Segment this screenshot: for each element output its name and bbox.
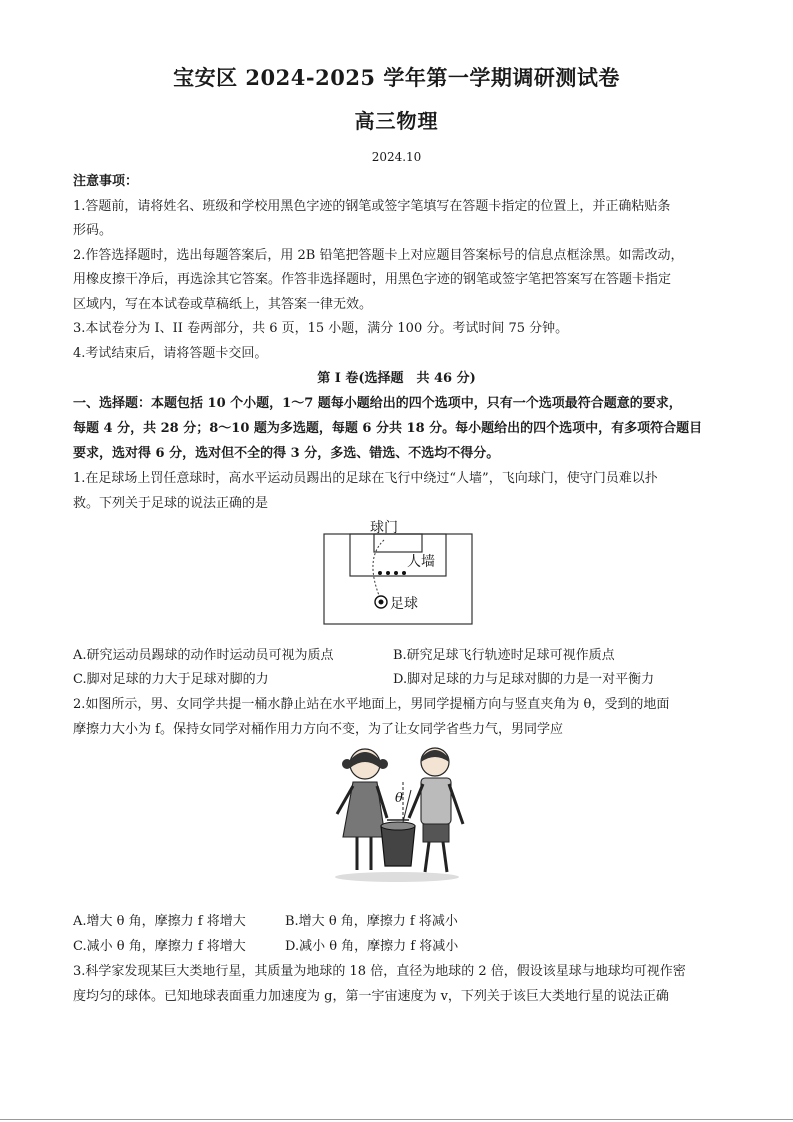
exam-subject: 高三物理 bbox=[354, 109, 439, 133]
page-bottom-rule bbox=[0, 1119, 793, 1120]
question-1-stem: 救。下列关于足球的说法正确的是 bbox=[73, 496, 269, 511]
notice-line: 形码。 bbox=[73, 223, 113, 238]
question-1-option-d: D.脚对足球的力与足球对脚的力是一对平衡力 bbox=[393, 672, 655, 687]
question-2-figure bbox=[325, 742, 470, 884]
section-instruction: 一、选择题：本题包括 10 个小题，1～7 题每小题给出的四个选项中，只有一个选项最符合题意的要求， bbox=[73, 396, 682, 411]
boy-illustration bbox=[409, 748, 463, 872]
notice-line: 4.考试结束后，请将答题卡交回。 bbox=[73, 346, 268, 361]
wall-player-dot bbox=[402, 571, 406, 575]
goal-label: 球门 bbox=[370, 520, 398, 536]
question-1-figure bbox=[322, 518, 474, 628]
notice-line: 用橡皮擦干净后，再选涂其它答案。作答非选择题时，用黑色字迹的钢笔或签字笔把答案写在答题卡指定 bbox=[73, 272, 672, 287]
question-1-option-b: B.研究足球飞行轨迹时足球可视作质点 bbox=[393, 648, 615, 663]
notice-heading: 注意事项： bbox=[73, 174, 139, 189]
section-instruction: 要求，选对得 6 分，选对但不全的得 3 分，多选、错选、不选均不得分。 bbox=[73, 446, 500, 461]
wall-label: 人墙 bbox=[407, 554, 435, 570]
question-2-option-b: B.增大 θ 角，摩擦力 f 将减小 bbox=[285, 914, 458, 929]
question-2-option-c: C.减小 θ 角，摩擦力 f 将增大 bbox=[73, 939, 246, 954]
question-2-option-d: D.减小 θ 角，摩擦力 f 将减小 bbox=[285, 939, 459, 954]
girl-illustration bbox=[337, 749, 388, 870]
ball-label: 足球 bbox=[390, 596, 418, 612]
notice-line: 1.答题前，请将姓名、班级和学校用黑色字迹的钢笔或签字笔填写在答题卡指定的位置上，并正确粘贴条 bbox=[73, 199, 671, 214]
section-instruction: 每题 4 分，共 28 分；8～10 题为多选题，每题 6 分共 18 分。每小题给出的四个选项中，有多项符合题目 bbox=[73, 421, 703, 436]
question-1-stem: 1.在足球场上罚任意球时，高水平运动员踢出的足球在飞行中绕过“人墙”，飞向球门，使守门员难以扑 bbox=[73, 471, 658, 486]
notice-line: 3.本试卷分为 I、II 卷两部分，共 6 页，15 小题，满分 100 分。考试时间 75 分钟。 bbox=[73, 321, 569, 336]
question-2-stem: 摩擦力大小为 f。保持女同学对桶作用力方向不变，为了让女同学省些力气，男同学应 bbox=[73, 722, 563, 737]
notice-line: 2.作答选择题时，选出每题答案后，用 2B 铅笔把答题卡上对应题目答案标号的信息点框涂黑。如需改动， bbox=[73, 248, 684, 263]
exam-title: 宝安区 2024-2025 学年第一学期调研测试卷 bbox=[173, 65, 620, 90]
angle-label: θ bbox=[395, 791, 403, 806]
question-2-option-a: A.增大 θ 角，摩擦力 f 将增大 bbox=[73, 914, 246, 929]
exam-date: 2024.10 bbox=[371, 150, 422, 164]
wall-player-dot bbox=[394, 571, 398, 575]
wall-player-dot bbox=[386, 571, 390, 575]
question-1-option-a: A.研究运动员踢球的动作时运动员可视为质点 bbox=[73, 648, 334, 663]
bucket-icon bbox=[381, 826, 415, 866]
notice-line: 区域内，写在本试卷或草稿纸上，其答案一律无效。 bbox=[73, 297, 373, 312]
question-1-option-c: C.脚对足球的力大于足球对脚的力 bbox=[73, 672, 269, 687]
soccer-ball-pattern bbox=[379, 600, 384, 605]
question-2-stem: 2.如图所示，男、女同学共提一桶水静止站在水平地面上，男同学提桶方向与竖直夹角为 θ，受到的地面 bbox=[73, 697, 670, 712]
question-3-stem: 度均匀的球体。已知地球表面重力加速度为 g，第一宇宙速度为 v，下列关于该巨大类地行星的说法正确 bbox=[73, 989, 669, 1004]
ground-shadow bbox=[335, 872, 459, 882]
wall-player-dot bbox=[378, 571, 382, 575]
question-3-stem: 3.科学家发现某巨大类地行星，其质量为地球的 18 倍，直径为地球的 2 倍，假设该星球与地球均可视作密 bbox=[73, 964, 686, 979]
section-title: 第 I 卷(选择题 共 46 分) bbox=[317, 371, 476, 386]
